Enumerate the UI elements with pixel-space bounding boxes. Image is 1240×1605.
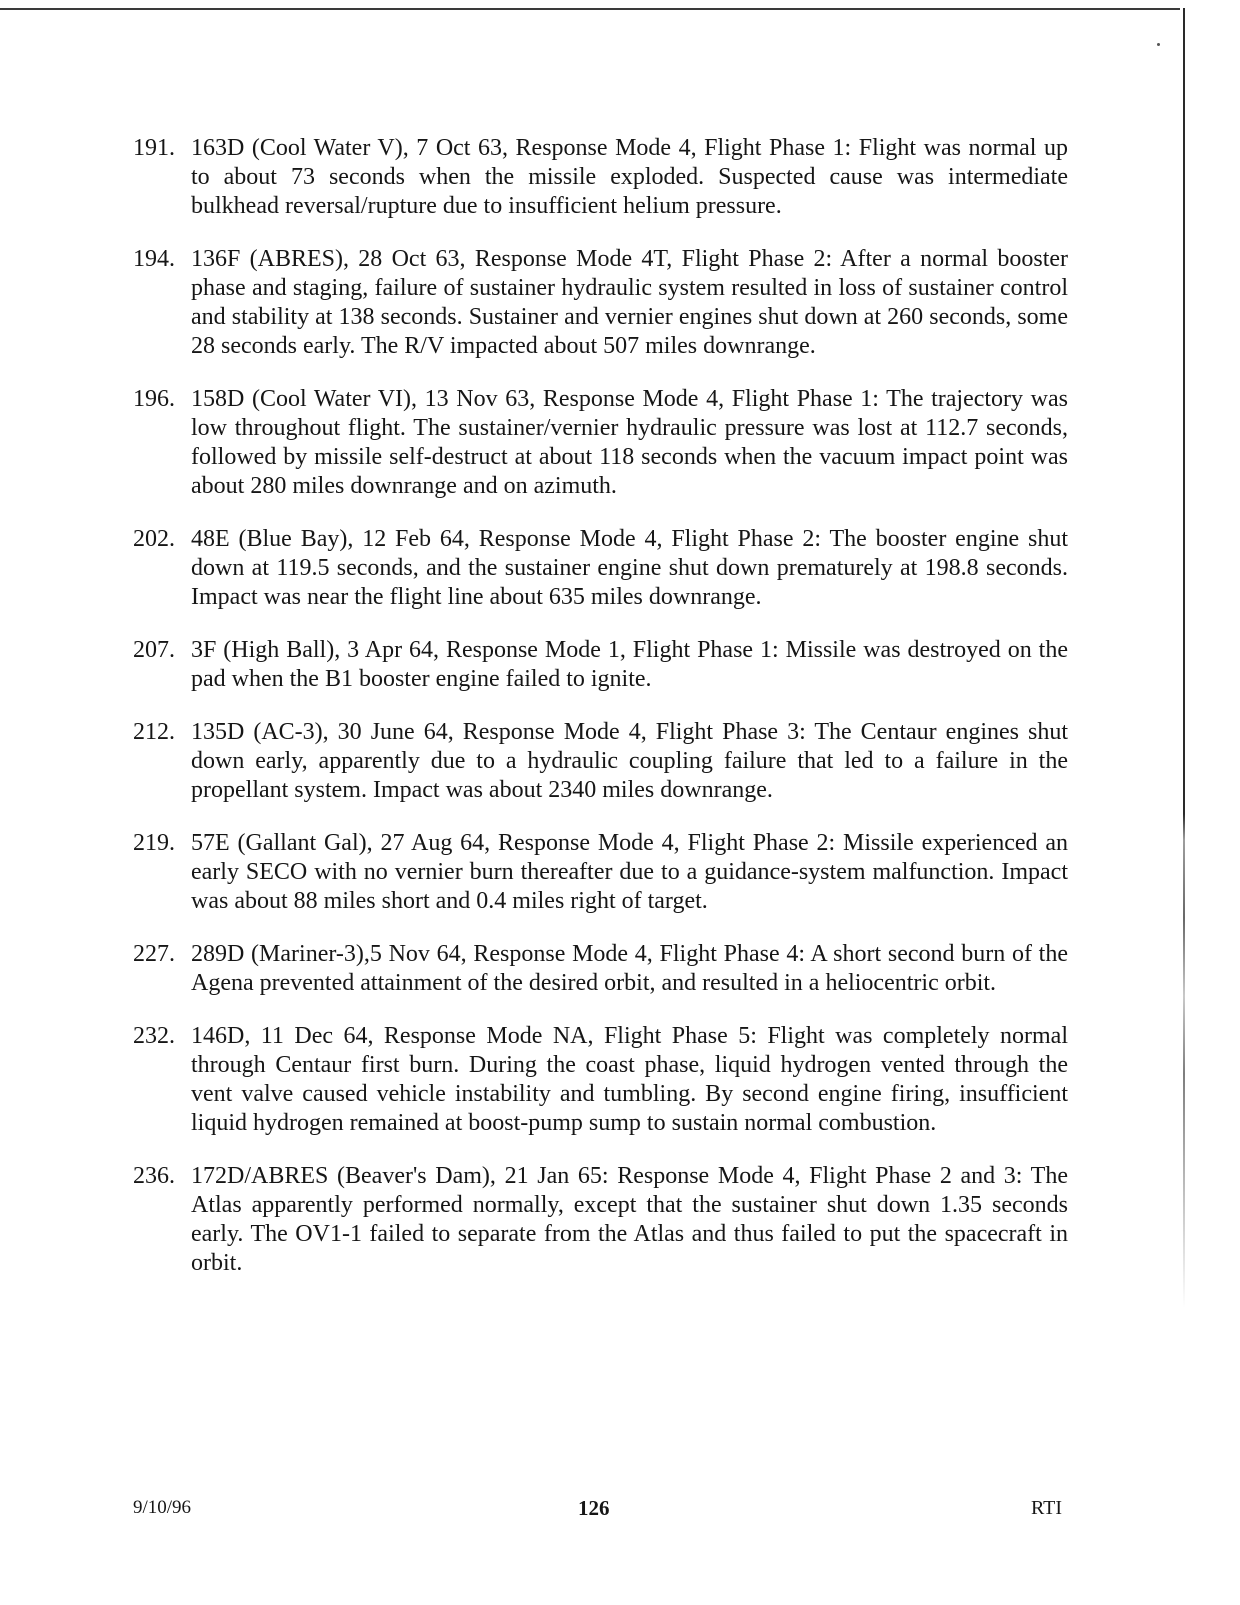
entry-number: 236. (133, 1163, 175, 1189)
entry-text: 289D (Mariner-3),5 Nov 64, Response Mode 4, Flight Phase 4: A short second burn of the Agena prevented attainment of the desired orbit, and resulted in a heliocentric orbit. (191, 941, 1068, 996)
failure-entry-list (133, 134, 1068, 1302)
list-item (133, 636, 1068, 694)
scan-top-border-line (0, 8, 1180, 10)
entry-number: 219. (133, 830, 175, 856)
entry-number: 227. (133, 941, 175, 967)
list-item (133, 245, 1068, 361)
page-number: 126 (578, 1496, 610, 1520)
entry-text: 135D (AC-3), 30 June 64, Response Mode 4, Flight Phase 3: The Centaur engines shut down early, apparently due to a hydraulic coupling failure that led to a failure in the propellant system. Impact was about 2340 miles downrange. (191, 719, 1068, 803)
entry-text: 57E (Gallant Gal), 27 Aug 64, Response Mode 4, Flight Phase 2: Missile experienced an early SECO with no vernier burn thereafter due to a guidance-system malfunction. Impact was about 88 miles short and 0.4 miles right of target. (191, 830, 1068, 914)
entry-number: 232. (133, 1023, 175, 1049)
footer-organization: RTI (1031, 1497, 1063, 1519)
entry-number: 191. (133, 135, 175, 161)
entry-text: 3F (High Ball), 3 Apr 64, Response Mode 1, Flight Phase 1: Missile was destroyed on the pad when the B1 booster engine failed to ignite. (191, 637, 1068, 692)
entry-number: 194. (133, 246, 175, 272)
scan-speck (1157, 43, 1160, 46)
list-item (133, 940, 1068, 998)
list-item (133, 385, 1068, 501)
entry-text: 48E (Blue Bay), 12 Feb 64, Response Mode 4, Flight Phase 2: The booster engine shut down at 119.5 seconds, and the sustainer engine shut down prematurely at 198.8 seconds. Impact was near the flight line about 635 miles downrange. (191, 526, 1068, 610)
entry-number: 212. (133, 719, 175, 745)
scan-right-border-line (1183, 8, 1185, 1308)
footer-date: 9/10/96 (133, 1497, 192, 1518)
entry-text: 158D (Cool Water VI), 13 Nov 63, Response Mode 4, Flight Phase 1: The trajectory was low throughout flight. The sustainer/vernier hydraulic pressure was lost at 112.7 seconds, followed by missile self-destruct at about 118 seconds when the vacuum impact point was about 280 miles downrange and on azimuth. (191, 386, 1068, 499)
list-item (133, 718, 1068, 805)
list-item (133, 525, 1068, 612)
entry-text: 163D (Cool Water V), 7 Oct 63, Response Mode 4, Flight Phase 1: Flight was normal up to about 73 seconds when the missile exploded. Suspected cause was intermediate bulkhead reversal/rupture due to insufficient helium pressure. (191, 135, 1068, 219)
list-item (133, 134, 1068, 221)
entry-number: 207. (133, 637, 175, 663)
entry-text: 172D/ABRES (Beaver's Dam), 21 Jan 65: Response Mode 4, Flight Phase 2 and 3: The Atlas apparently performed normally, except that the sustainer shut down 1.35 seconds early. The OV1-1 failed to separate from the Atlas and thus failed to put the spacecraft in orbit. (191, 1163, 1068, 1276)
entry-text: 136F (ABRES), 28 Oct 63, Response Mode 4T, Flight Phase 2: After a normal booster phase and staging, failure of sustainer hydraulic system resulted in loss of sustainer control and stability at 138 seconds. Sustainer and vernier engines shut down at 260 seconds, some 28 seconds early. The R/V impacted about 507 miles downrange. (191, 246, 1068, 359)
list-item (133, 829, 1068, 916)
list-item (133, 1022, 1068, 1138)
entry-text: 146D, 11 Dec 64, Response Mode NA, Flight Phase 5: Flight was completely normal through Centaur first burn. During the coast phase, liquid hydrogen vented through the vent valve caused vehicle instability and tumbling. By second engine firing, insufficient liquid hydrogen remained at boost-pump sump to sustain normal combustion. (191, 1023, 1068, 1136)
entry-number: 202. (133, 526, 175, 552)
list-item (133, 1162, 1068, 1278)
entry-number: 196. (133, 386, 175, 412)
